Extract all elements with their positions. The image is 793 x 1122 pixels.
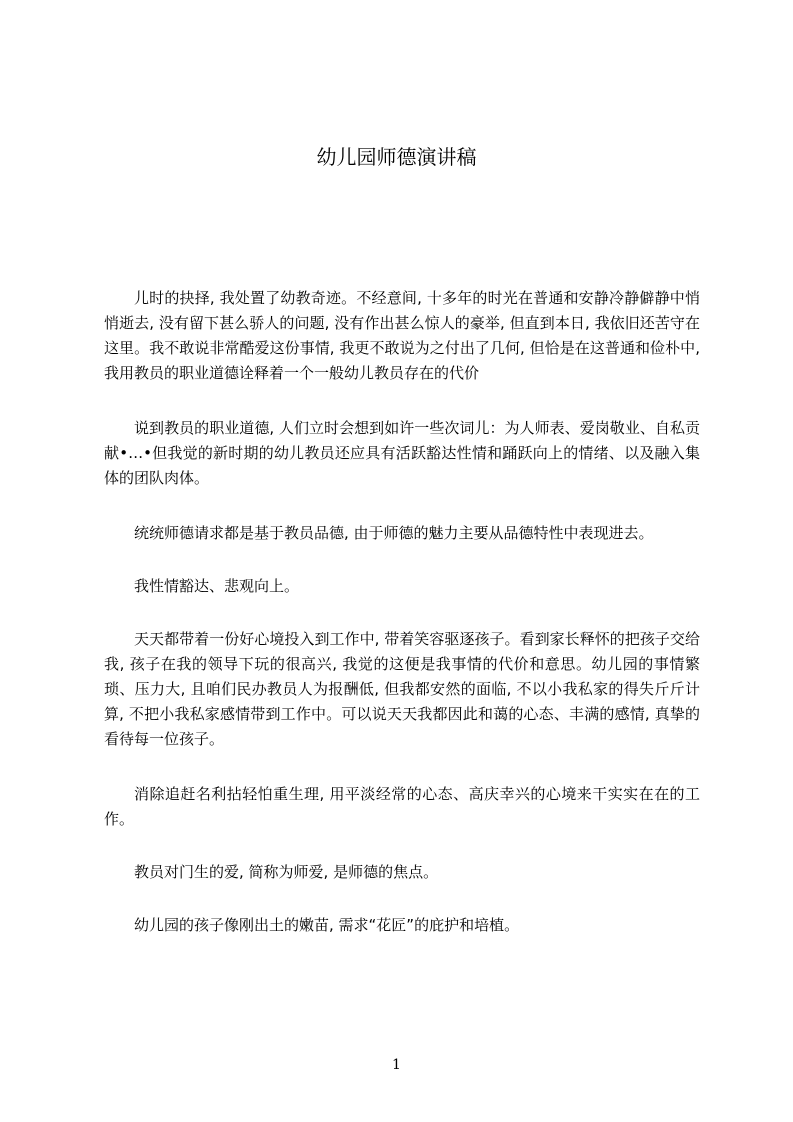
paragraph: 幼儿园的孩子像刚出土的嫩苗, 需求“花匠”的庇护和培植。	[134, 916, 520, 934]
paragraph: 统统师德请求都是基于教员品德, 由于师德的魅力主要从品德特性中表现进去。	[134, 524, 654, 542]
paragraph: 消除追赶名利拈轻怕重生理, 用平淡经常的心态、高庆幸兴的心境来干实实在在的工作。	[104, 785, 700, 828]
paragraph: 教员对门生的爱, 简称为师爱, 是师德的焦点。	[134, 863, 439, 881]
paragraph: 天天都带着一份好心境投入到工作中, 带着笑容驱逐孩子。看到家长释怀的把孩子交给我, 孩子在我的领导下玩的很高兴, 我觉的这便是我事情的代价和意思。幼儿园的事情繁琐、压力大, 且咱们民办教员人为报酬低, 但我都安然的面临, 不以小我私家的得失斤斤计算, 不把小我私家感情带到工作中。可以说天天我都因此和蔼的心态、丰满的感情, 真挚的看待每一位孩子。	[104, 630, 700, 748]
paragraph: 说到教员的职业道德, 人们立时会想到如许一些次词儿：为人师表、爱岗敬业、自私贡献•…•但我觉的新时期的幼儿教员还应具有活跃豁达性情和踊跃向上的情绪、以及融入集体的团队肉体。	[104, 419, 700, 487]
paragraph: 儿时的抉择, 我处置了幼教奇迹。不经意间, 十多年的时光在普通和安静冷静僻静中悄悄逝去, 没有留下甚么骄人的问题, 没有作出甚么惊人的豪举, 但直到本日, 我依旧还苦守在这里。我不敢说非常酷爱这份事情, 我更不敢说为之付出了几何, 但恰是在这普通和俭朴中, 我用教员的职业道德诠释着一个一般幼儿教员存在的代价	[104, 289, 700, 382]
page-title: 幼儿园师德演讲稿	[316, 145, 477, 169]
document-body	[104, 286, 700, 966]
page-number: 1	[392, 1057, 401, 1073]
paragraph: 我性情豁达、悲观向上。	[134, 577, 300, 595]
